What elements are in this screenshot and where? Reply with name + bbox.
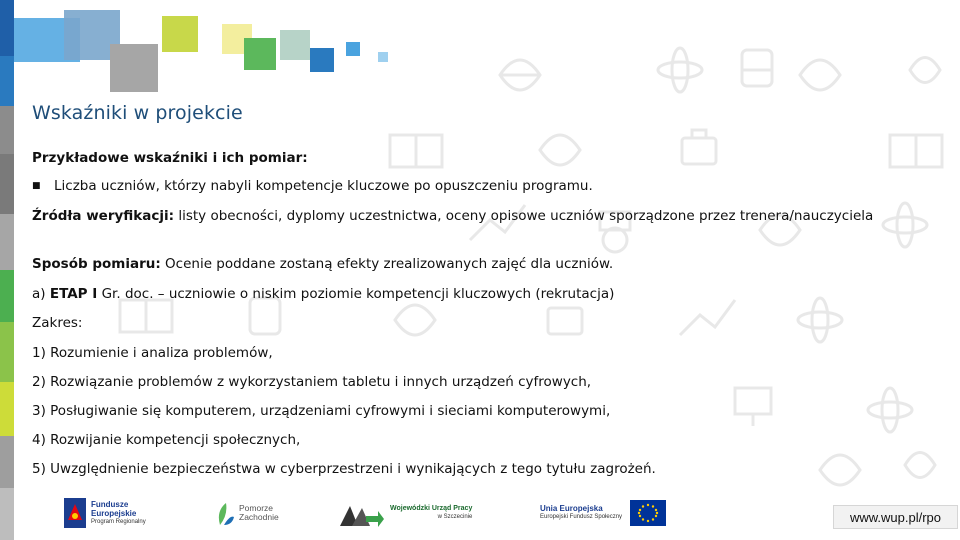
indicator-bullet — [32, 178, 912, 194]
briefcase-icon — [682, 130, 716, 164]
ue-line1: Unia Europejska — [540, 504, 603, 513]
fe-star-icon — [64, 498, 86, 528]
footer-logos — [0, 490, 960, 540]
fe-line3: Program Regionalny — [91, 518, 146, 525]
ue-line2: Europejski Fundusz Społeczny — [540, 514, 623, 520]
leaf-icon — [905, 453, 935, 478]
eu-flag-icon — [630, 500, 666, 526]
deco-square — [346, 42, 360, 56]
wup-szczecin-logo — [340, 490, 472, 536]
pomorze-line2: Zachodnie — [239, 512, 279, 522]
scope-item: 3) Posługiwanie się komputerem, urządzeniami cyfrowymi i sieciami komputerowymi, — [32, 403, 611, 419]
scope-item: 4) Rozwijanie kompetencji społecznych, — [32, 432, 301, 448]
deco-square — [110, 44, 158, 92]
sources-label: Źródła weryfikacji: — [32, 208, 175, 224]
leaf-icon — [820, 455, 860, 485]
deco-square — [280, 30, 310, 60]
leaf-icon — [540, 135, 580, 165]
pomorze-leaf-icon — [216, 499, 236, 527]
chart-icon — [680, 300, 735, 335]
leaf-icon — [910, 58, 940, 83]
scope-item: 2) Rozwiązanie problemów z wykorzystaniem tabletu i innych urządzeń cyfrowych, — [32, 374, 592, 390]
book-icon — [390, 135, 442, 167]
train-icon — [742, 50, 772, 86]
wup-emblem-icon — [340, 498, 384, 528]
slide-title: Wskaźniki w projekcie — [32, 102, 243, 124]
pomorze-line1: Pomorze — [239, 503, 274, 513]
deco-square — [244, 38, 276, 70]
stage-prefix: a) — [32, 286, 50, 302]
stage-text: Gr. doc. – uczniowie o niskim poziomie kompetencji kluczowych (rekrutacja) — [101, 286, 615, 302]
fe-line1: Fundusze — [91, 499, 129, 509]
method-text: Ocenie poddane zostaną efekty zrealizowanych zajęć dla uczniów. — [165, 256, 614, 272]
fe-line2: Europejskie — [91, 508, 137, 518]
atom-icon — [798, 298, 842, 342]
scope-label: Zakres: — [32, 315, 83, 331]
briefcase-icon — [548, 308, 582, 334]
train-icon — [250, 298, 280, 334]
scope-item: 1) Rozumienie i analiza problemów, — [32, 345, 273, 361]
stage-label: ETAP I — [49, 286, 98, 302]
fundusze-europejskie-logo — [64, 490, 146, 536]
method-label: Sposób pomiaru: — [32, 256, 161, 272]
leaf-icon — [500, 60, 540, 90]
scope-item: 5) Uwzględnienie bezpieczeństwa w cyberprzestrzeni i wynikających z tego tytułu zagrożeń. — [32, 461, 656, 477]
leaf-icon — [800, 60, 840, 90]
book-icon — [890, 135, 942, 167]
wup-line2: w Szczecinie — [437, 514, 473, 520]
verification-sources — [32, 206, 910, 226]
website-url[interactable]: www.wup.pl/rpo — [833, 505, 958, 529]
presentation-icon — [735, 388, 771, 426]
measurement-method — [32, 256, 613, 272]
deco-square — [310, 48, 334, 72]
wup-line1: Wojewódzki Urząd Pracy — [390, 505, 473, 512]
book-icon — [120, 300, 172, 332]
deco-square — [378, 52, 388, 62]
unia-europejska-logo — [540, 490, 666, 536]
atom-icon — [868, 388, 912, 432]
leaf-icon — [395, 305, 435, 335]
left-color-bar — [0, 0, 14, 540]
indicator-text: Liczba uczniów, którzy nabyli kompetencje kluczowe po opuszczeniu programu. — [54, 178, 593, 194]
slide-subtitle: Przykładowe wskaźniki i ich pomiar: — [32, 150, 308, 166]
square-bullet-icon: ■ — [32, 181, 41, 191]
sources-text: listy obecności, dyplomy uczestnictwa, oceny opisowe uczniów sporządzone przez trenera/nauczyciela — [178, 208, 874, 224]
pomorze-zachodnie-logo — [216, 490, 279, 536]
stage-line — [32, 286, 614, 302]
deco-square — [162, 16, 198, 52]
atom-icon — [658, 48, 702, 92]
